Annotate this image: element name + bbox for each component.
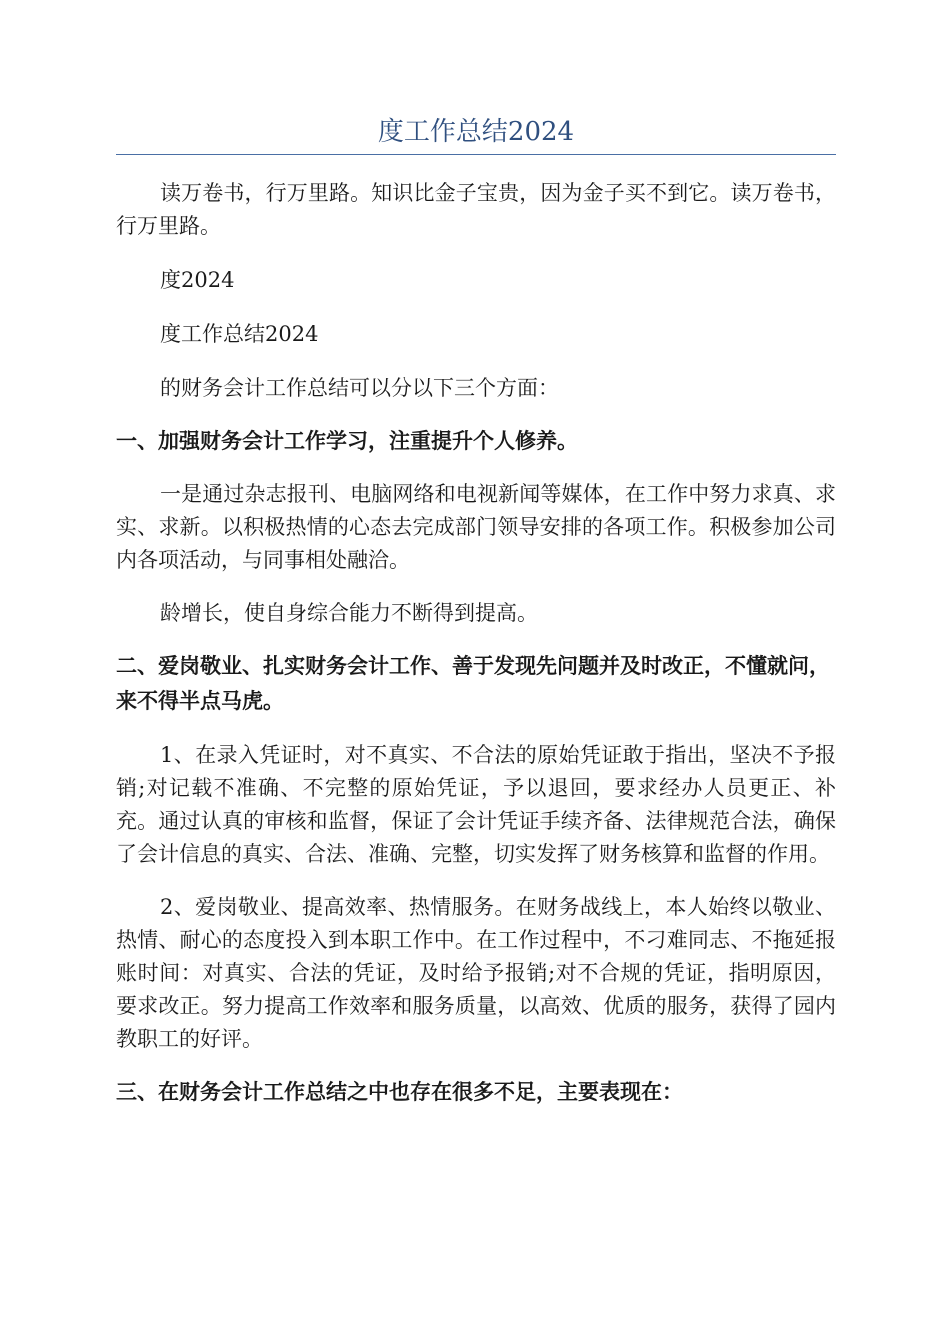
paragraph-year: 度2024 [160,268,235,292]
paragraph-summary-title: 度工作总结2024 [160,322,319,346]
document-title: 度工作总结2024 [116,114,836,155]
section-2-paragraph-2: 2、爱岗敬业、提高效率、热情服务。在财务战线上，本人始终以敬业、热情、耐心的态度投入到本职工作中。在工作过程中，不刁难同志、不拖延报账时间：对真实、合法的凭证，及时给予报销;对不合规的凭证，指明原因，要求改正。努力提高工作效率和服务质量，以高效、优质的服务，获得了园内教职工的好评。 [116,895,836,1051]
intro-paragraph: 读万卷书，行万里路。知识比金子宝贵，因为金子买不到它。读万卷书，行万里路。 [116,181,836,238]
section-1-paragraph-1: 一是通过杂志报刊、电脑网络和电视新闻等媒体，在工作中努力求真、求实、求新。以积极热情的心态去完成部门领导安排的各项工作。积极参加公司内各项活动，与同事相处融洽。 [116,482,836,572]
section-heading-2: 二、爱岗敬业、扎实财务会计工作、善于发现先问题并及时改正，不懂就问，来不得半点马虎。 [116,654,830,713]
section-heading-1: 一、加强财务会计工作学习，注重提升个人修养。 [116,429,578,453]
document-page [116,0,836,1110]
paragraph-overview: 的财务会计工作总结可以分以下三个方面： [160,376,559,400]
section-2-paragraph-1: 1、在录入凭证时，对不真实、不合法的原始凭证敢于指出，坚决不予报销;对记载不准确、不完整的原始凭证，予以退回，要求经办人员更正、补充。通过认真的审核和监督，保证了会计凭证手续齐备、法律规范合法，确保了会计信息的真实、合法、准确、完整，切实发挥了财务核算和监督的作用。 [116,743,836,866]
section-heading-3: 三、在财务会计工作总结之中也存在很多不足，主要表现在： [116,1080,683,1104]
section-1-paragraph-2: 龄增长，使自身综合能力不断得到提高。 [160,601,538,625]
